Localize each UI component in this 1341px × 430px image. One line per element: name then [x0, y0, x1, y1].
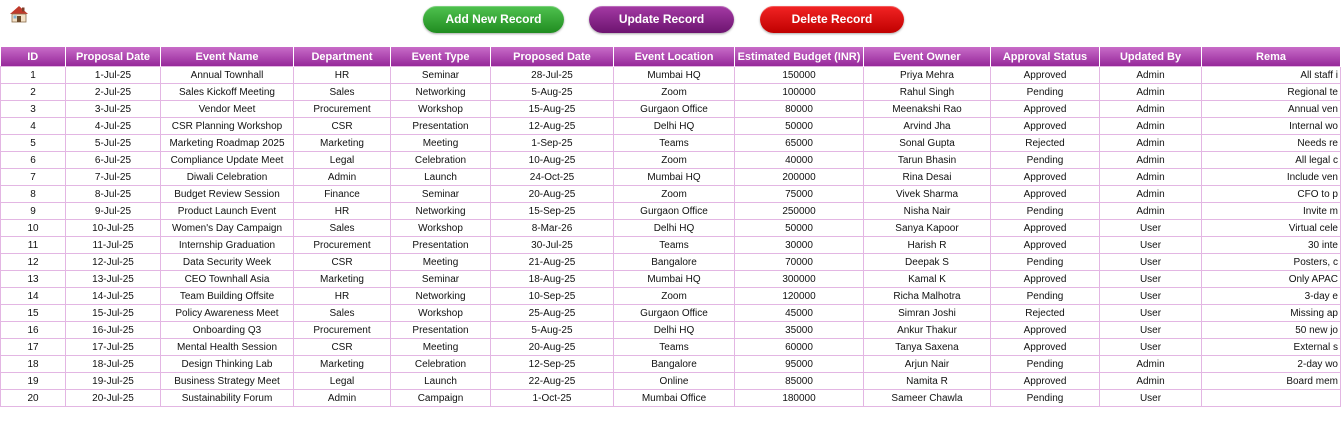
table-cell[interactable]: Only APAC: [1202, 271, 1341, 288]
table-cell[interactable]: User: [1100, 305, 1202, 322]
table-cell[interactable]: CSR: [294, 339, 391, 356]
table-cell[interactable]: User: [1100, 288, 1202, 305]
table-cell[interactable]: Admin: [1100, 356, 1202, 373]
table-cell[interactable]: User: [1100, 271, 1202, 288]
table-cell[interactable]: Bangalore: [614, 254, 735, 271]
table-cell[interactable]: Approved: [991, 220, 1100, 237]
table-cell[interactable]: 12-Aug-25: [491, 118, 614, 135]
table-cell[interactable]: All legal c: [1202, 152, 1341, 169]
table-cell[interactable]: 3-day e: [1202, 288, 1341, 305]
table-cell[interactable]: Marketing Roadmap 2025: [161, 135, 294, 152]
table-cell[interactable]: Approved: [991, 118, 1100, 135]
table-cell[interactable]: Sales: [294, 84, 391, 101]
table-cell[interactable]: Campaign: [391, 390, 491, 407]
table-cell[interactable]: Delhi HQ: [614, 322, 735, 339]
table-cell[interactable]: 45000: [735, 305, 864, 322]
table-cell[interactable]: Design Thinking Lab: [161, 356, 294, 373]
table-cell[interactable]: 2: [1, 84, 66, 101]
table-cell[interactable]: Missing ap: [1202, 305, 1341, 322]
table-cell[interactable]: Approved: [991, 237, 1100, 254]
table-cell[interactable]: CSR Planning Workshop: [161, 118, 294, 135]
table-cell[interactable]: Annual Townhall: [161, 67, 294, 84]
column-header[interactable]: ID: [1, 47, 66, 67]
table-cell[interactable]: Finance: [294, 186, 391, 203]
table-cell[interactable]: Admin: [1100, 135, 1202, 152]
table-cell[interactable]: Zoom: [614, 152, 735, 169]
table-cell[interactable]: Sonal Gupta: [864, 135, 991, 152]
add-new-record-button[interactable]: Add New Record: [423, 6, 564, 33]
table-cell[interactable]: Admin: [1100, 118, 1202, 135]
table-cell[interactable]: 6: [1, 152, 66, 169]
table-cell[interactable]: Mental Health Session: [161, 339, 294, 356]
table-cell[interactable]: 300000: [735, 271, 864, 288]
table-cell[interactable]: Delhi HQ: [614, 220, 735, 237]
table-cell[interactable]: 180000: [735, 390, 864, 407]
table-row[interactable]: [1, 322, 1341, 339]
table-cell[interactable]: 1: [1, 67, 66, 84]
table-cell[interactable]: Admin: [294, 169, 391, 186]
table-cell[interactable]: 9: [1, 203, 66, 220]
table-cell[interactable]: Teams: [614, 339, 735, 356]
table-cell[interactable]: 100000: [735, 84, 864, 101]
table-cell[interactable]: Namita R: [864, 373, 991, 390]
table-cell[interactable]: Pending: [991, 288, 1100, 305]
table-cell[interactable]: 14-Jul-25: [66, 288, 161, 305]
table-cell[interactable]: HR: [294, 67, 391, 84]
table-cell[interactable]: 6-Jul-25: [66, 152, 161, 169]
table-cell[interactable]: 19-Jul-25: [66, 373, 161, 390]
table-cell[interactable]: Mumbai HQ: [614, 271, 735, 288]
table-cell[interactable]: Approved: [991, 169, 1100, 186]
table-cell[interactable]: 15-Aug-25: [491, 101, 614, 118]
table-body: [1, 67, 1341, 407]
table-row[interactable]: [1, 67, 1341, 84]
table-cell[interactable]: 10-Sep-25: [491, 288, 614, 305]
table-cell[interactable]: Women's Day Campaign: [161, 220, 294, 237]
table-cell[interactable]: Priya Mehra: [864, 67, 991, 84]
table-cell[interactable]: Networking: [391, 203, 491, 220]
table-cell[interactable]: Tanya Saxena: [864, 339, 991, 356]
table-cell[interactable]: Board mem: [1202, 373, 1341, 390]
table-cell[interactable]: 35000: [735, 322, 864, 339]
table-cell[interactable]: Gurgaon Office: [614, 101, 735, 118]
table-cell[interactable]: Meeting: [391, 135, 491, 152]
table-cell[interactable]: Admin: [1100, 169, 1202, 186]
column-header[interactable]: Updated By: [1100, 47, 1202, 67]
table-row[interactable]: [1, 339, 1341, 356]
table-cell[interactable]: 5-Aug-25: [491, 322, 614, 339]
table-cell[interactable]: Presentation: [391, 237, 491, 254]
table-cell[interactable]: 25-Aug-25: [491, 305, 614, 322]
table-cell[interactable]: Approved: [991, 101, 1100, 118]
table-row[interactable]: [1, 101, 1341, 118]
table-cell[interactable]: Sustainability Forum: [161, 390, 294, 407]
table-cell[interactable]: 19: [1, 373, 66, 390]
table-cell[interactable]: Pending: [991, 203, 1100, 220]
table-cell[interactable]: User: [1100, 322, 1202, 339]
update-record-button[interactable]: Update Record: [589, 6, 734, 33]
table-row[interactable]: [1, 118, 1341, 135]
column-header[interactable]: Event Type: [391, 47, 491, 67]
column-header[interactable]: Department: [294, 47, 391, 67]
table-cell[interactable]: Harish R: [864, 237, 991, 254]
table-cell[interactable]: Diwali Celebration: [161, 169, 294, 186]
table-row[interactable]: [1, 373, 1341, 390]
table-cell[interactable]: 50000: [735, 118, 864, 135]
table-cell[interactable]: 8-Jul-25: [66, 186, 161, 203]
table-cell[interactable]: CSR: [294, 118, 391, 135]
table-cell[interactable]: 75000: [735, 186, 864, 203]
table-cell[interactable]: Budget Review Session: [161, 186, 294, 203]
column-header[interactable]: Approval Status: [991, 47, 1100, 67]
table-cell[interactable]: CSR: [294, 254, 391, 271]
table-cell[interactable]: 21-Aug-25: [491, 254, 614, 271]
table-cell[interactable]: Invite m: [1202, 203, 1341, 220]
header-row: [1, 47, 1341, 67]
table-cell[interactable]: 1-Sep-25: [491, 135, 614, 152]
table-cell[interactable]: 18-Aug-25: [491, 271, 614, 288]
table-cell[interactable]: Rejected: [991, 135, 1100, 152]
table-cell[interactable]: External s: [1202, 339, 1341, 356]
table-cell[interactable]: Marketing: [294, 356, 391, 373]
table-cell[interactable]: 150000: [735, 67, 864, 84]
table-cell[interactable]: Zoom: [614, 288, 735, 305]
table-cell[interactable]: Onboarding Q3: [161, 322, 294, 339]
table-row[interactable]: [1, 203, 1341, 220]
table-cell[interactable]: 5-Aug-25: [491, 84, 614, 101]
table-cell[interactable]: Rina Desai: [864, 169, 991, 186]
table-row[interactable]: [1, 220, 1341, 237]
table-cell[interactable]: Virtual cele: [1202, 220, 1341, 237]
table-cell[interactable]: Workshop: [391, 101, 491, 118]
table-cell[interactable]: 250000: [735, 203, 864, 220]
table-cell[interactable]: 1-Jul-25: [66, 67, 161, 84]
column-header[interactable]: Event Name: [161, 47, 294, 67]
table-row[interactable]: [1, 305, 1341, 322]
table-cell[interactable]: Legal: [294, 152, 391, 169]
table-cell[interactable]: Celebration: [391, 356, 491, 373]
table-cell[interactable]: 2-Jul-25: [66, 84, 161, 101]
table-cell[interactable]: Sales: [294, 305, 391, 322]
table-row[interactable]: [1, 84, 1341, 101]
table-cell[interactable]: Approved: [991, 271, 1100, 288]
table-cell[interactable]: 28-Jul-25: [491, 67, 614, 84]
table-cell[interactable]: Pending: [991, 390, 1100, 407]
table-cell[interactable]: 10: [1, 220, 66, 237]
table-cell[interactable]: 70000: [735, 254, 864, 271]
table-cell[interactable]: Launch: [391, 169, 491, 186]
table-cell[interactable]: Business Strategy Meet: [161, 373, 294, 390]
table-cell[interactable]: User: [1100, 390, 1202, 407]
table-cell[interactable]: 11-Jul-25: [66, 237, 161, 254]
table-cell[interactable]: 50 new jo: [1202, 322, 1341, 339]
table-cell[interactable]: 20: [1, 390, 66, 407]
table-cell[interactable]: Delhi HQ: [614, 118, 735, 135]
table-cell[interactable]: All staff i: [1202, 67, 1341, 84]
table-cell[interactable]: [1202, 390, 1341, 407]
table-cell[interactable]: Admin: [1100, 101, 1202, 118]
table-cell[interactable]: Vivek Sharma: [864, 186, 991, 203]
table-cell[interactable]: 65000: [735, 135, 864, 152]
table-cell[interactable]: Product Launch Event: [161, 203, 294, 220]
table-cell[interactable]: 30 inte: [1202, 237, 1341, 254]
table-cell[interactable]: 200000: [735, 169, 864, 186]
table-cell[interactable]: Bangalore: [614, 356, 735, 373]
table-cell[interactable]: Pending: [991, 152, 1100, 169]
table-cell[interactable]: Launch: [391, 373, 491, 390]
table-row[interactable]: [1, 152, 1341, 169]
table-cell[interactable]: Presentation: [391, 322, 491, 339]
table-cell[interactable]: Admin: [1100, 373, 1202, 390]
table-row[interactable]: [1, 390, 1341, 407]
table-cell[interactable]: Rejected: [991, 305, 1100, 322]
table-cell[interactable]: Zoom: [614, 186, 735, 203]
table-cell[interactable]: 20-Aug-25: [491, 186, 614, 203]
table-cell[interactable]: Seminar: [391, 67, 491, 84]
table-cell[interactable]: 12-Sep-25: [491, 356, 614, 373]
table-row[interactable]: [1, 186, 1341, 203]
table-cell[interactable]: 10-Jul-25: [66, 220, 161, 237]
table-cell[interactable]: Workshop: [391, 220, 491, 237]
table-cell[interactable]: Approved: [991, 186, 1100, 203]
table-cell[interactable]: 40000: [735, 152, 864, 169]
table-cell[interactable]: 5-Jul-25: [66, 135, 161, 152]
table-cell[interactable]: 4-Jul-25: [66, 118, 161, 135]
table-cell[interactable]: Seminar: [391, 186, 491, 203]
table-cell[interactable]: 8: [1, 186, 66, 203]
table-cell[interactable]: 7-Jul-25: [66, 169, 161, 186]
table-cell[interactable]: 120000: [735, 288, 864, 305]
table-cell[interactable]: Seminar: [391, 271, 491, 288]
table-cell[interactable]: Posters, c: [1202, 254, 1341, 271]
table-cell[interactable]: Admin: [1100, 203, 1202, 220]
table-cell[interactable]: 18: [1, 356, 66, 373]
table-cell[interactable]: Teams: [614, 135, 735, 152]
table-cell[interactable]: 10-Aug-25: [491, 152, 614, 169]
table-cell[interactable]: Meeting: [391, 254, 491, 271]
table-cell[interactable]: Online: [614, 373, 735, 390]
table-cell[interactable]: Annual ven: [1202, 101, 1341, 118]
table-cell[interactable]: Workshop: [391, 305, 491, 322]
table-cell[interactable]: Celebration: [391, 152, 491, 169]
table-cell[interactable]: Deepak S: [864, 254, 991, 271]
table-cell[interactable]: 3: [1, 101, 66, 118]
table-cell[interactable]: 18-Jul-25: [66, 356, 161, 373]
table-cell[interactable]: Data Security Week: [161, 254, 294, 271]
table-cell[interactable]: Compliance Update Meet: [161, 152, 294, 169]
table-cell[interactable]: Procurement: [294, 101, 391, 118]
table-cell[interactable]: Pending: [991, 254, 1100, 271]
table-cell[interactable]: Teams: [614, 237, 735, 254]
table-cell[interactable]: 22-Aug-25: [491, 373, 614, 390]
table-cell[interactable]: Team Building Offsite: [161, 288, 294, 305]
table-cell[interactable]: User: [1100, 254, 1202, 271]
table-cell[interactable]: Needs re: [1202, 135, 1341, 152]
table-cell[interactable]: 13-Jul-25: [66, 271, 161, 288]
table-cell[interactable]: 13: [1, 271, 66, 288]
table-cell[interactable]: User: [1100, 220, 1202, 237]
table-cell[interactable]: Tarun Bhasin: [864, 152, 991, 169]
table-cell[interactable]: Procurement: [294, 322, 391, 339]
table-cell[interactable]: 60000: [735, 339, 864, 356]
table-cell[interactable]: 50000: [735, 220, 864, 237]
table-row[interactable]: [1, 271, 1341, 288]
table-cell[interactable]: Admin: [1100, 186, 1202, 203]
column-header[interactable]: Proposal Date: [66, 47, 161, 67]
table-cell[interactable]: Marketing: [294, 135, 391, 152]
table-cell[interactable]: Approved: [991, 373, 1100, 390]
table-cell[interactable]: Ankur Thakur: [864, 322, 991, 339]
column-header[interactable]: Proposed Date: [491, 47, 614, 67]
table-cell[interactable]: Admin: [1100, 67, 1202, 84]
table-cell[interactable]: Internship Graduation: [161, 237, 294, 254]
column-header[interactable]: Event Owner: [864, 47, 991, 67]
table-cell[interactable]: 12-Jul-25: [66, 254, 161, 271]
table-row[interactable]: [1, 254, 1341, 271]
table-cell[interactable]: CEO Townhall Asia: [161, 271, 294, 288]
table-cell[interactable]: Gurgaon Office: [614, 203, 735, 220]
table-cell[interactable]: Networking: [391, 288, 491, 305]
table-cell[interactable]: Approved: [991, 339, 1100, 356]
table-cell[interactable]: Sameer Chawla: [864, 390, 991, 407]
table-cell[interactable]: Mumbai HQ: [614, 169, 735, 186]
table-cell[interactable]: Approved: [991, 322, 1100, 339]
table-cell[interactable]: Zoom: [614, 84, 735, 101]
table-cell[interactable]: 20-Jul-25: [66, 390, 161, 407]
table-cell[interactable]: 3-Jul-25: [66, 101, 161, 118]
table-cell[interactable]: Gurgaon Office: [614, 305, 735, 322]
table-cell[interactable]: 4: [1, 118, 66, 135]
table-cell[interactable]: HR: [294, 203, 391, 220]
table-cell[interactable]: Nisha Nair: [864, 203, 991, 220]
table-row[interactable]: [1, 135, 1341, 152]
table-cell[interactable]: 5: [1, 135, 66, 152]
table-cell[interactable]: Approved: [991, 67, 1100, 84]
table-cell[interactable]: 16-Jul-25: [66, 322, 161, 339]
table-cell[interactable]: Admin: [294, 390, 391, 407]
table-cell[interactable]: 95000: [735, 356, 864, 373]
table-cell[interactable]: Admin: [1100, 152, 1202, 169]
records-table: [0, 47, 1341, 407]
table-cell[interactable]: 11: [1, 237, 66, 254]
table-cell[interactable]: 30-Jul-25: [491, 237, 614, 254]
table-row[interactable]: [1, 169, 1341, 186]
table-cell[interactable]: 14: [1, 288, 66, 305]
table-cell[interactable]: Pending: [991, 84, 1100, 101]
column-header[interactable]: Estimated Budget (INR): [735, 47, 864, 67]
table-cell[interactable]: Arvind Jha: [864, 118, 991, 135]
table-cell[interactable]: Meenakshi Rao: [864, 101, 991, 118]
records-grid: [0, 47, 1338, 410]
table-cell[interactable]: User: [1100, 237, 1202, 254]
table-cell[interactable]: Mumbai Office: [614, 390, 735, 407]
table-cell[interactable]: Regional te: [1202, 84, 1341, 101]
table-cell[interactable]: HR: [294, 288, 391, 305]
table-cell[interactable]: Marketing: [294, 271, 391, 288]
table-cell[interactable]: Richa Malhotra: [864, 288, 991, 305]
table-cell[interactable]: Vendor Meet: [161, 101, 294, 118]
table-cell[interactable]: 8-Mar-26: [491, 220, 614, 237]
table-cell[interactable]: Sanya Kapoor: [864, 220, 991, 237]
table-cell[interactable]: Simran Joshi: [864, 305, 991, 322]
delete-record-button[interactable]: Delete Record: [760, 6, 904, 33]
table-row[interactable]: [1, 237, 1341, 254]
table-cell[interactable]: Procurement: [294, 237, 391, 254]
table-cell[interactable]: CFO to p: [1202, 186, 1341, 203]
column-header[interactable]: Rema: [1202, 47, 1341, 67]
table-cell[interactable]: User: [1100, 339, 1202, 356]
table-cell[interactable]: 12: [1, 254, 66, 271]
table-cell[interactable]: 85000: [735, 373, 864, 390]
table-cell[interactable]: 24-Oct-25: [491, 169, 614, 186]
table-cell[interactable]: Mumbai HQ: [614, 67, 735, 84]
table-cell[interactable]: Arjun Nair: [864, 356, 991, 373]
table-cell[interactable]: Include ven: [1202, 169, 1341, 186]
table-cell[interactable]: Rahul Singh: [864, 84, 991, 101]
table-cell[interactable]: 16: [1, 322, 66, 339]
table-row[interactable]: [1, 288, 1341, 305]
table-cell[interactable]: Kamal K: [864, 271, 991, 288]
table-cell[interactable]: 17: [1, 339, 66, 356]
table-cell[interactable]: 30000: [735, 237, 864, 254]
table-cell[interactable]: 15-Sep-25: [491, 203, 614, 220]
column-header[interactable]: Event Location: [614, 47, 735, 67]
table-row[interactable]: [1, 356, 1341, 373]
table-cell[interactable]: 1-Oct-25: [491, 390, 614, 407]
table-cell[interactable]: Sales: [294, 220, 391, 237]
table-cell[interactable]: Sales Kickoff Meeting: [161, 84, 294, 101]
table-cell[interactable]: Pending: [991, 356, 1100, 373]
table-cell[interactable]: Legal: [294, 373, 391, 390]
table-cell[interactable]: 20-Aug-25: [491, 339, 614, 356]
table-cell[interactable]: 2-day wo: [1202, 356, 1341, 373]
table-cell[interactable]: Admin: [1100, 84, 1202, 101]
table-cell[interactable]: Meeting: [391, 339, 491, 356]
table-cell[interactable]: Networking: [391, 84, 491, 101]
table-cell[interactable]: 80000: [735, 101, 864, 118]
home-icon[interactable]: [9, 5, 29, 23]
table-cell[interactable]: 17-Jul-25: [66, 339, 161, 356]
table-cell[interactable]: 9-Jul-25: [66, 203, 161, 220]
table-cell[interactable]: 15-Jul-25: [66, 305, 161, 322]
table-cell[interactable]: 7: [1, 169, 66, 186]
table-cell[interactable]: Internal wo: [1202, 118, 1341, 135]
table-cell[interactable]: 15: [1, 305, 66, 322]
table-cell[interactable]: Policy Awareness Meet: [161, 305, 294, 322]
table-cell[interactable]: Presentation: [391, 118, 491, 135]
